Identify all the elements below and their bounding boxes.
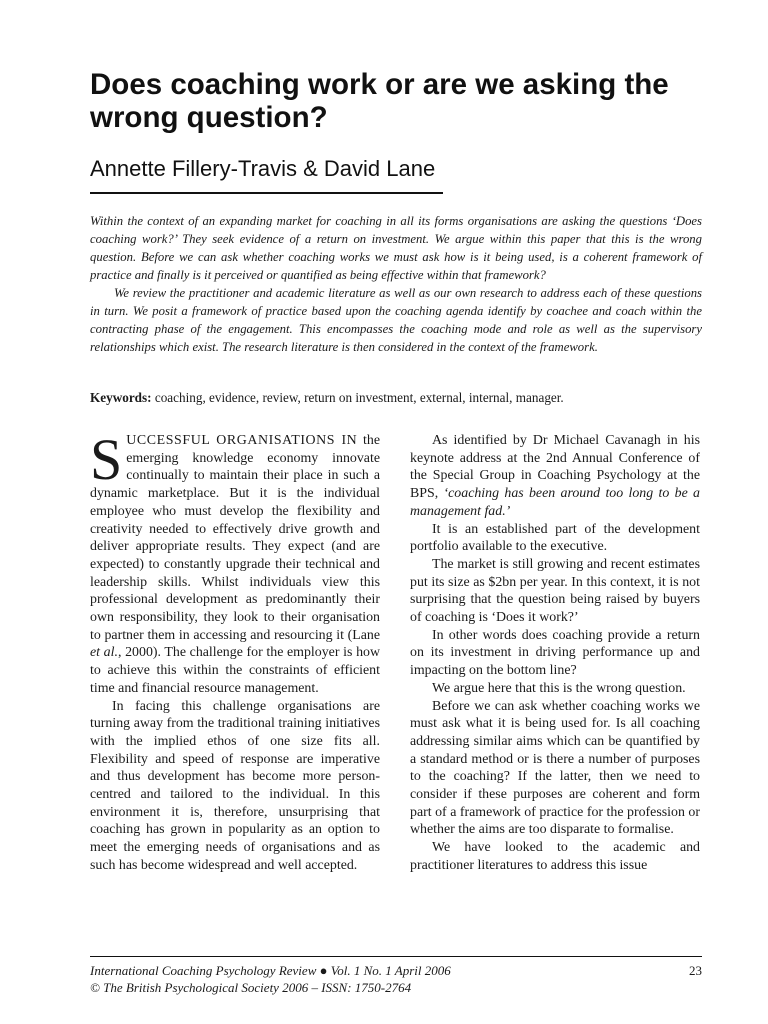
footer-divider (90, 956, 702, 957)
opening-smallcaps: UCCESSFUL ORGANISATIONS IN (126, 433, 358, 448)
paper-title: Does coaching work or are we asking the wrong question? (90, 68, 669, 134)
abstract-paragraph-2: We review the practitioner and academic literature as well as our own research to address each of these questions in turn. We posit a framework of practice based upon the coaching agenda identify by coachee and coach within the contracting phase of the engagement. This encompasses the coaching mode and role as well as the supervisory relationships which exist. The research literature is then considered in the context of the framework. (90, 286, 702, 354)
body-paragraph: In other words does coaching provide a return on its investment in driving performance up and impacting on the bottom line? (410, 627, 700, 679)
body-text: , 2000). The challenge for the employer is how to achieve this within the constraints of efficient time and financial resource management. (90, 645, 380, 696)
body-paragraph: In facing this challenge organisations are turning away from the traditional training initiatives with the implied ethos of one size fits all. Flexibility and speed of response are imperative and thus development has become more person-centred and tailored to the individual. In this environment it is, therefore, unsurprising that coaching has grown in popularity as an option to meet the emerging needs of organisations and as such has become widespread and well accepted. (90, 698, 380, 873)
abstract (90, 212, 702, 356)
keywords (90, 389, 702, 407)
body-text: the emerging knowledge economy innovate continually to maintain their place in such a dynamic marketplace. But it is the individual employee who must develop the flexibility and creativity needed to effectively drive growth and deliver appropriate results. They expect (and are expected) to constantly upgrade their technical and leadership skills. Whilst individuals view this professional development as predominantly their own responsibility, they look to their organisation to partner them in accessing and resourcing it (Lane (90, 433, 380, 643)
body-paragraph: We have looked to the academic and practitioner literatures to address this issue (410, 840, 700, 873)
journal-citation: International Coaching Psychology Review ● Vol. 1 No. 1 April 2006 (90, 963, 451, 978)
body-paragraph: Before we can ask whether coaching works we must ask what it is being used for. Is all coaching addressing similar aims which can be quantified by a standard method or is there a number of purposes to the coaching? If the latter, then we need to consider if these purposes are coherent and form part of a framework of practice for the profession or whether the aims are too disparate to formalise. (410, 698, 700, 838)
page-number: 23 (689, 963, 702, 978)
body-text: As identified by Dr Michael Cavanagh in his keynote address at the 2nd Annual Conference of the Special Group in Coaching Psychology at the BPS, (410, 433, 700, 502)
body-column-left (90, 427, 380, 875)
body-column-right (410, 432, 700, 875)
body-paragraph: The market is still growing and recent estimates put its size as $2bn per year. In this context, it is not surprising that the question being raised by buyers of coaching is ‘Does it work?’ (410, 556, 700, 626)
body-paragraph: We argue here that this is the wrong question. (432, 680, 686, 696)
quotation: ‘coaching has been around too long to be a management fad.’ (410, 486, 701, 519)
abstract-paragraph-1: Within the context of an expanding market for coaching in all its forms organisations are asking the questions ‘Does coaching work?’ They seek evidence of a return on investment. We argue within this paper that this is the wrong question. Before we can ask whether coaching works we must ask how is it being used, is a coherent framework of practice and finally is it perceived or quantified as being effective within that framework? (90, 214, 702, 282)
body-paragraph (410, 432, 700, 521)
keywords-list: coaching, evidence, review, return on investment, external, internal, manager. (151, 390, 564, 405)
drop-cap: S (90, 427, 123, 492)
citation-et-al: et al. (90, 645, 118, 661)
body-paragraph (90, 427, 380, 698)
body-paragraph: It is an established part of the development portfolio available to the executive. (410, 521, 700, 555)
keywords-label: Keywords: (90, 390, 152, 405)
paper-authors: Annette Fillery-Travis & David Lane (90, 156, 436, 181)
title-divider (90, 192, 443, 194)
copyright-notice: © The British Psychological Society 2006 – ISSN: 1750-2764 (90, 980, 412, 995)
